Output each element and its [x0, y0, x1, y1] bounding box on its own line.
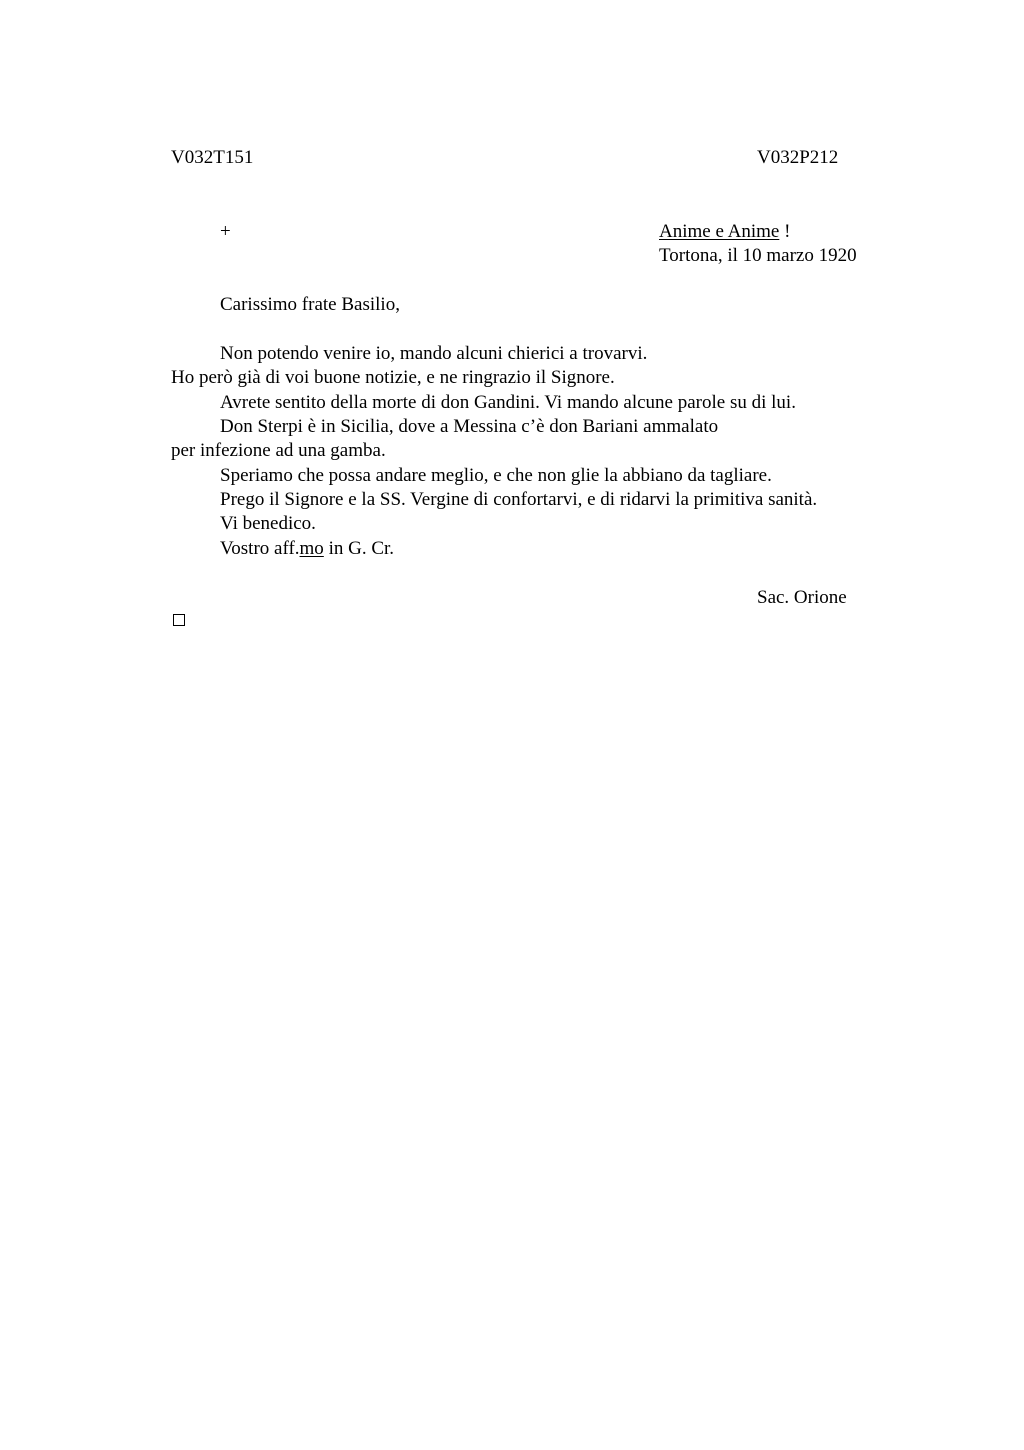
- body-line: per infezione ad una gamba.: [171, 440, 386, 461]
- closing: [220, 537, 394, 561]
- closing-underlined: mo: [299, 538, 324, 559]
- body-line: Don Sterpi è in Sicilia, dove a Messina c’è don Bariani ammalato: [220, 416, 719, 437]
- body-line: Ho però già di voi buone notizie, e ne ringrazio il Signore.: [171, 367, 615, 388]
- body-line: Non potendo venire io, mando alcuni chierici a trovarvi.: [220, 343, 648, 364]
- right-code: V032P212: [757, 147, 839, 168]
- body-line: Speriamo che possa andare meglio, e che non glie la abbiano da tagliare.: [220, 465, 772, 486]
- square-box-icon: [173, 614, 185, 626]
- motto-punct: !: [779, 221, 791, 242]
- salutation: Carissimo frate Basilio,: [220, 294, 400, 315]
- body-line: Vi benedico.: [220, 513, 316, 534]
- place-date: Tortona, il 10 marzo 1920: [659, 245, 857, 266]
- motto: [659, 220, 790, 244]
- body-line: Avrete sentito della morte di don Gandini. Vi mando alcune parole su di lui.: [220, 392, 796, 413]
- left-code: V032T151: [171, 147, 254, 168]
- cross-mark: +: [220, 221, 231, 242]
- body-line: Prego il Signore e la SS. Vergine di confortarvi, e di ridarvi la primitiva sanità.: [220, 489, 818, 510]
- closing-suffix: in G. Cr.: [323, 538, 395, 559]
- motto-text: Anime e Anime: [659, 221, 780, 242]
- signature: Sac. Orione: [757, 587, 847, 608]
- closing-prefix: Vostro aff.: [220, 538, 300, 559]
